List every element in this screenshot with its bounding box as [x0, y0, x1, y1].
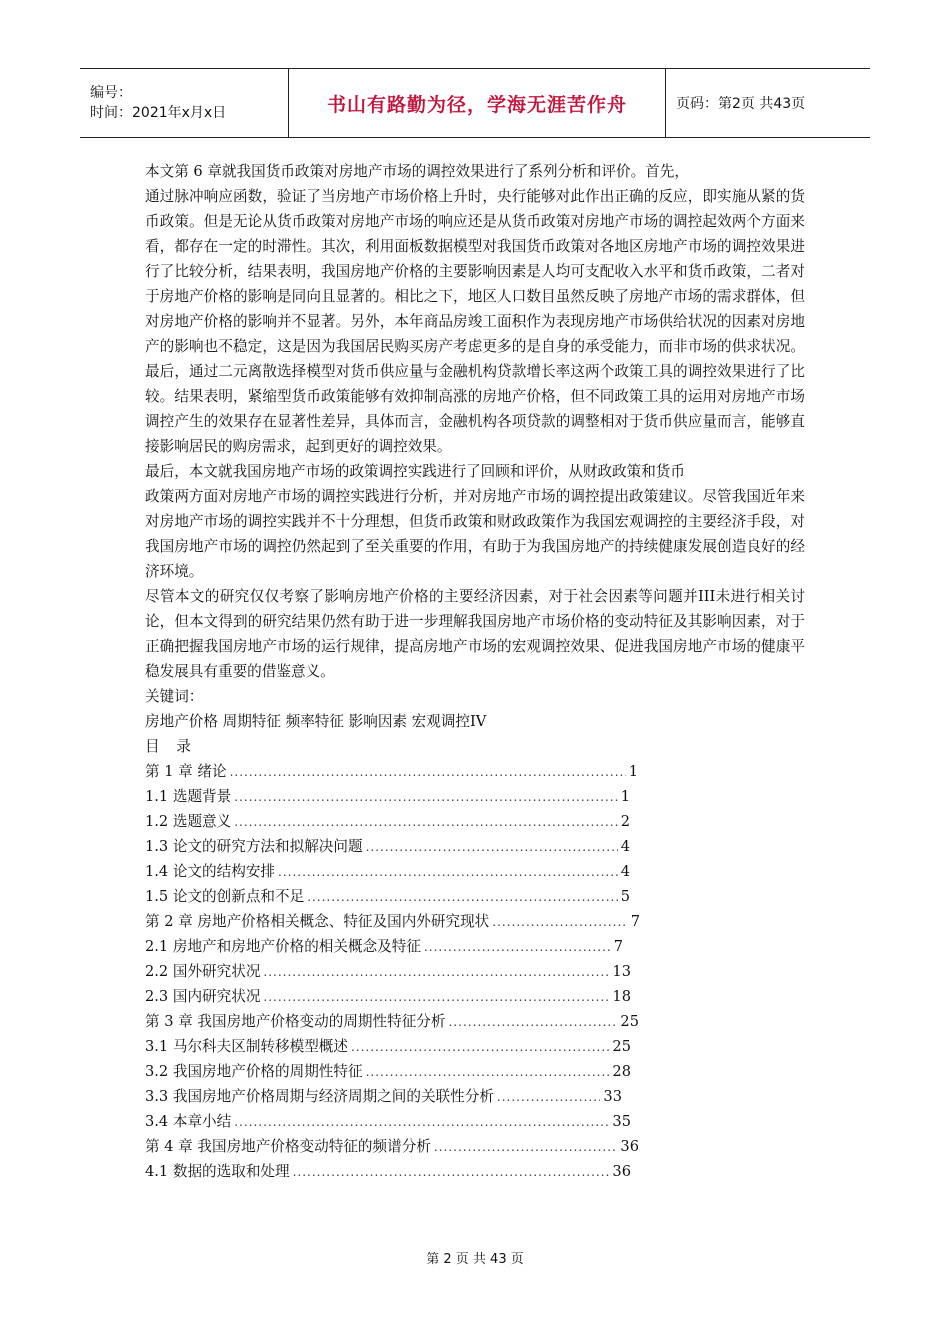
toc-entry-page: 36	[612, 1163, 631, 1180]
toc-entry-title: 1.4 论文的结构安排	[145, 863, 276, 880]
paragraph: 政策两方面对房地产市场的调控实践进行分析，并对房地产市场的调控提出政策建议。尽管我国近年来对房地产市场的调控实践并不十分理想，但货币政策和财政政策作为我国宏观调控的主要经济手段，对我国房地产市场的调控仍然起到了至关重要的作用，有助于为我国房地产的持续健康发展创造良好的经济环境。	[145, 488, 805, 580]
toc-entry-title: 3.2 我国房地产价格的周期性特征	[145, 1063, 363, 1080]
toc-leader-dots	[293, 1160, 610, 1185]
toc-entry[interactable]	[145, 784, 630, 809]
toc-entry-title: 1.2 选题意义	[145, 813, 232, 830]
toc-leader-dots	[449, 1010, 618, 1035]
toc-entry-page: 4	[620, 838, 630, 855]
toc-entry[interactable]	[145, 1159, 631, 1184]
toc-entry[interactable]	[145, 1109, 631, 1134]
toc-entry[interactable]	[145, 859, 630, 884]
toc-entry-title: 3.1 马尔科夫区制转移模型概述	[145, 1038, 348, 1055]
doc-number-label: 编号：	[90, 85, 132, 101]
toc-entry-page: 13	[612, 963, 631, 980]
toc-entry-title: 3.3 我国房地产价格周期与经济周期之间的关联性分析	[145, 1088, 494, 1105]
toc-entry[interactable]	[145, 884, 630, 909]
toc-entry[interactable]	[145, 984, 631, 1009]
toc-entry[interactable]	[145, 1084, 622, 1109]
toc-leader-dots	[278, 860, 618, 885]
toc-leader-dots	[351, 1035, 609, 1060]
toc-entry[interactable]	[145, 909, 640, 934]
toc-leader-dots	[492, 910, 627, 935]
toc-title: 目 录	[145, 738, 197, 755]
toc-entry-title: 2.2 国外研究状况	[145, 963, 261, 980]
toc-entry[interactable]	[145, 959, 631, 984]
toc-entry[interactable]	[145, 1134, 639, 1159]
toc-entry[interactable]	[145, 934, 623, 959]
toc-leader-dots	[424, 935, 611, 960]
toc-entry[interactable]	[145, 1034, 631, 1059]
toc-entry-page: 35	[612, 1113, 631, 1130]
toc-leader-dots	[434, 1135, 618, 1160]
toc-entry-page: 7	[613, 938, 623, 955]
toc-leader-dots	[230, 760, 626, 785]
toc-entry-title: 1.1 选题背景	[145, 788, 232, 805]
toc-entry-page: 7	[630, 913, 640, 930]
toc-entry[interactable]	[145, 1059, 631, 1084]
toc-entry-page: 2	[620, 813, 630, 830]
toc-entry-page: 25	[620, 1013, 639, 1030]
toc-entry-page: 25	[612, 1038, 631, 1055]
header-meta	[80, 69, 289, 137]
keywords-label: 关键词：	[145, 688, 204, 705]
toc-entry-title: 1.3 论文的研究方法和拟解决问题	[145, 838, 363, 855]
toc-entry[interactable]	[145, 809, 630, 834]
toc-leader-dots	[234, 1110, 609, 1135]
table-of-contents	[145, 759, 805, 1184]
toc-entry-title: 第 4 章 我国房地产价格变动特征的频谱分析	[145, 1138, 431, 1155]
toc-leader-dots	[497, 1085, 601, 1110]
toc-leader-dots	[234, 810, 617, 835]
toc-entry-title: 1.5 论文的创新点和不足	[145, 888, 305, 905]
toc-entry-page: 28	[612, 1063, 631, 1080]
document-body	[145, 159, 805, 1184]
keywords-list: 房地产价格 周期特征 频率特征 影响因素 宏观调控IV	[145, 713, 487, 730]
toc-entry-title: 3.4 本章小结	[145, 1113, 232, 1130]
toc-entry-title: 4.1 数据的选取和处理	[145, 1163, 290, 1180]
toc-entry-page: 18	[612, 988, 631, 1005]
toc-entry-page: 5	[620, 888, 630, 905]
page-footer: 第 2 页 共 43 页	[426, 1252, 524, 1267]
doc-time: 时间：2021年x月x日	[90, 105, 227, 121]
toc-entry[interactable]	[145, 759, 638, 784]
toc-leader-dots	[307, 885, 618, 910]
toc-entry-page: 1	[628, 763, 638, 780]
paragraph: 尽管本文的研究仅仅考察了影响房地产价格的主要经济因素，对于社会因素等问题并III未进行相关讨论，但本文得到的研究结果仍然有助于进一步理解我国房地产市场价格的变动特征及其影响因素，对于正确把握我国房地产市场的运行规律，提高房地产市场的宏观调控效果、促进我国房地产市场的健康平稳发展具有重要的借鉴意义。	[145, 588, 805, 680]
toc-leader-dots	[366, 835, 618, 860]
toc-entry-title: 第 1 章 绪论	[145, 763, 227, 780]
toc-entry-title: 第 2 章 房地产价格相关概念、特征及国内外研究现状	[145, 913, 490, 930]
toc-entry-title: 第 3 章 我国房地产价格变动的周期性特征分析	[145, 1013, 446, 1030]
toc-entry-title: 2.3 国内研究状况	[145, 988, 261, 1005]
header-page-info: 页码：第2页 共43页	[676, 96, 806, 112]
toc-entry-page: 33	[603, 1088, 622, 1105]
toc-entry[interactable]	[145, 834, 630, 859]
toc-entry-page: 36	[620, 1138, 639, 1155]
toc-leader-dots	[263, 985, 609, 1010]
toc-leader-dots	[234, 785, 617, 810]
paragraph: 本文第 6 章就我国货币政策对房地产市场的调控效果进行了系列分析和评价。首先，	[145, 163, 689, 180]
page-header	[80, 68, 870, 138]
toc-entry[interactable]	[145, 1009, 639, 1034]
toc-entry-page: 1	[620, 788, 630, 805]
paragraph: 最后，本文就我国房地产市场的政策调控实践进行了回顾和评价，从财政政策和货币	[145, 463, 685, 480]
toc-leader-dots	[263, 960, 609, 985]
header-motto: 书山有路勤为径，学海无涯苦作舟	[289, 69, 666, 137]
toc-leader-dots	[366, 1060, 610, 1085]
toc-entry-page: 4	[620, 863, 630, 880]
toc-entry-title: 2.1 房地产和房地产价格的相关概念及特征	[145, 938, 421, 955]
paragraph: 通过脉冲响应函数，验证了当房地产市场价格上升时，央行能够对此作出正确的反应，即实施从紧的货币政策。但是无论从货币政策对房地产市场的响应还是从货币政策对房地产市场的调控起效两个方面来看，都存在一定的时滞性。其次，利用面板数据模型对我国货币政策对各地区房地产市场的调控效果进行了比较分析，结果表明，我国房地产价格的主要影响因素是人均可支配收入水平和货币政策，二者对于房地产价格的影响是同向且显著的。相比之下，地区人口数目虽然反映了房地产市场的需求群体，但对房地产价格的影响并不显著。另外，本年商品房竣工面积作为表现房地产市场供给状况的因素对房地产的影响也不稳定，这是因为我国居民购买房产考虑更多的是自身的承受能力，而非市场的供求状况。最后，通过二元离散选择模型对货币供应量与金融机构贷款增长率这两个政策工具的调控效果进行了比较。结果表明，紧缩型货币政策能够有效抑制高涨的房地产价格，但不同政策工具的运用对房地产市场调控产生的效果存在显著性差异，具体而言，金融机构各项贷款的调整相对于货币供应量而言，能够直接影响居民的购房需求，起到更好的调控效果。	[145, 188, 805, 455]
